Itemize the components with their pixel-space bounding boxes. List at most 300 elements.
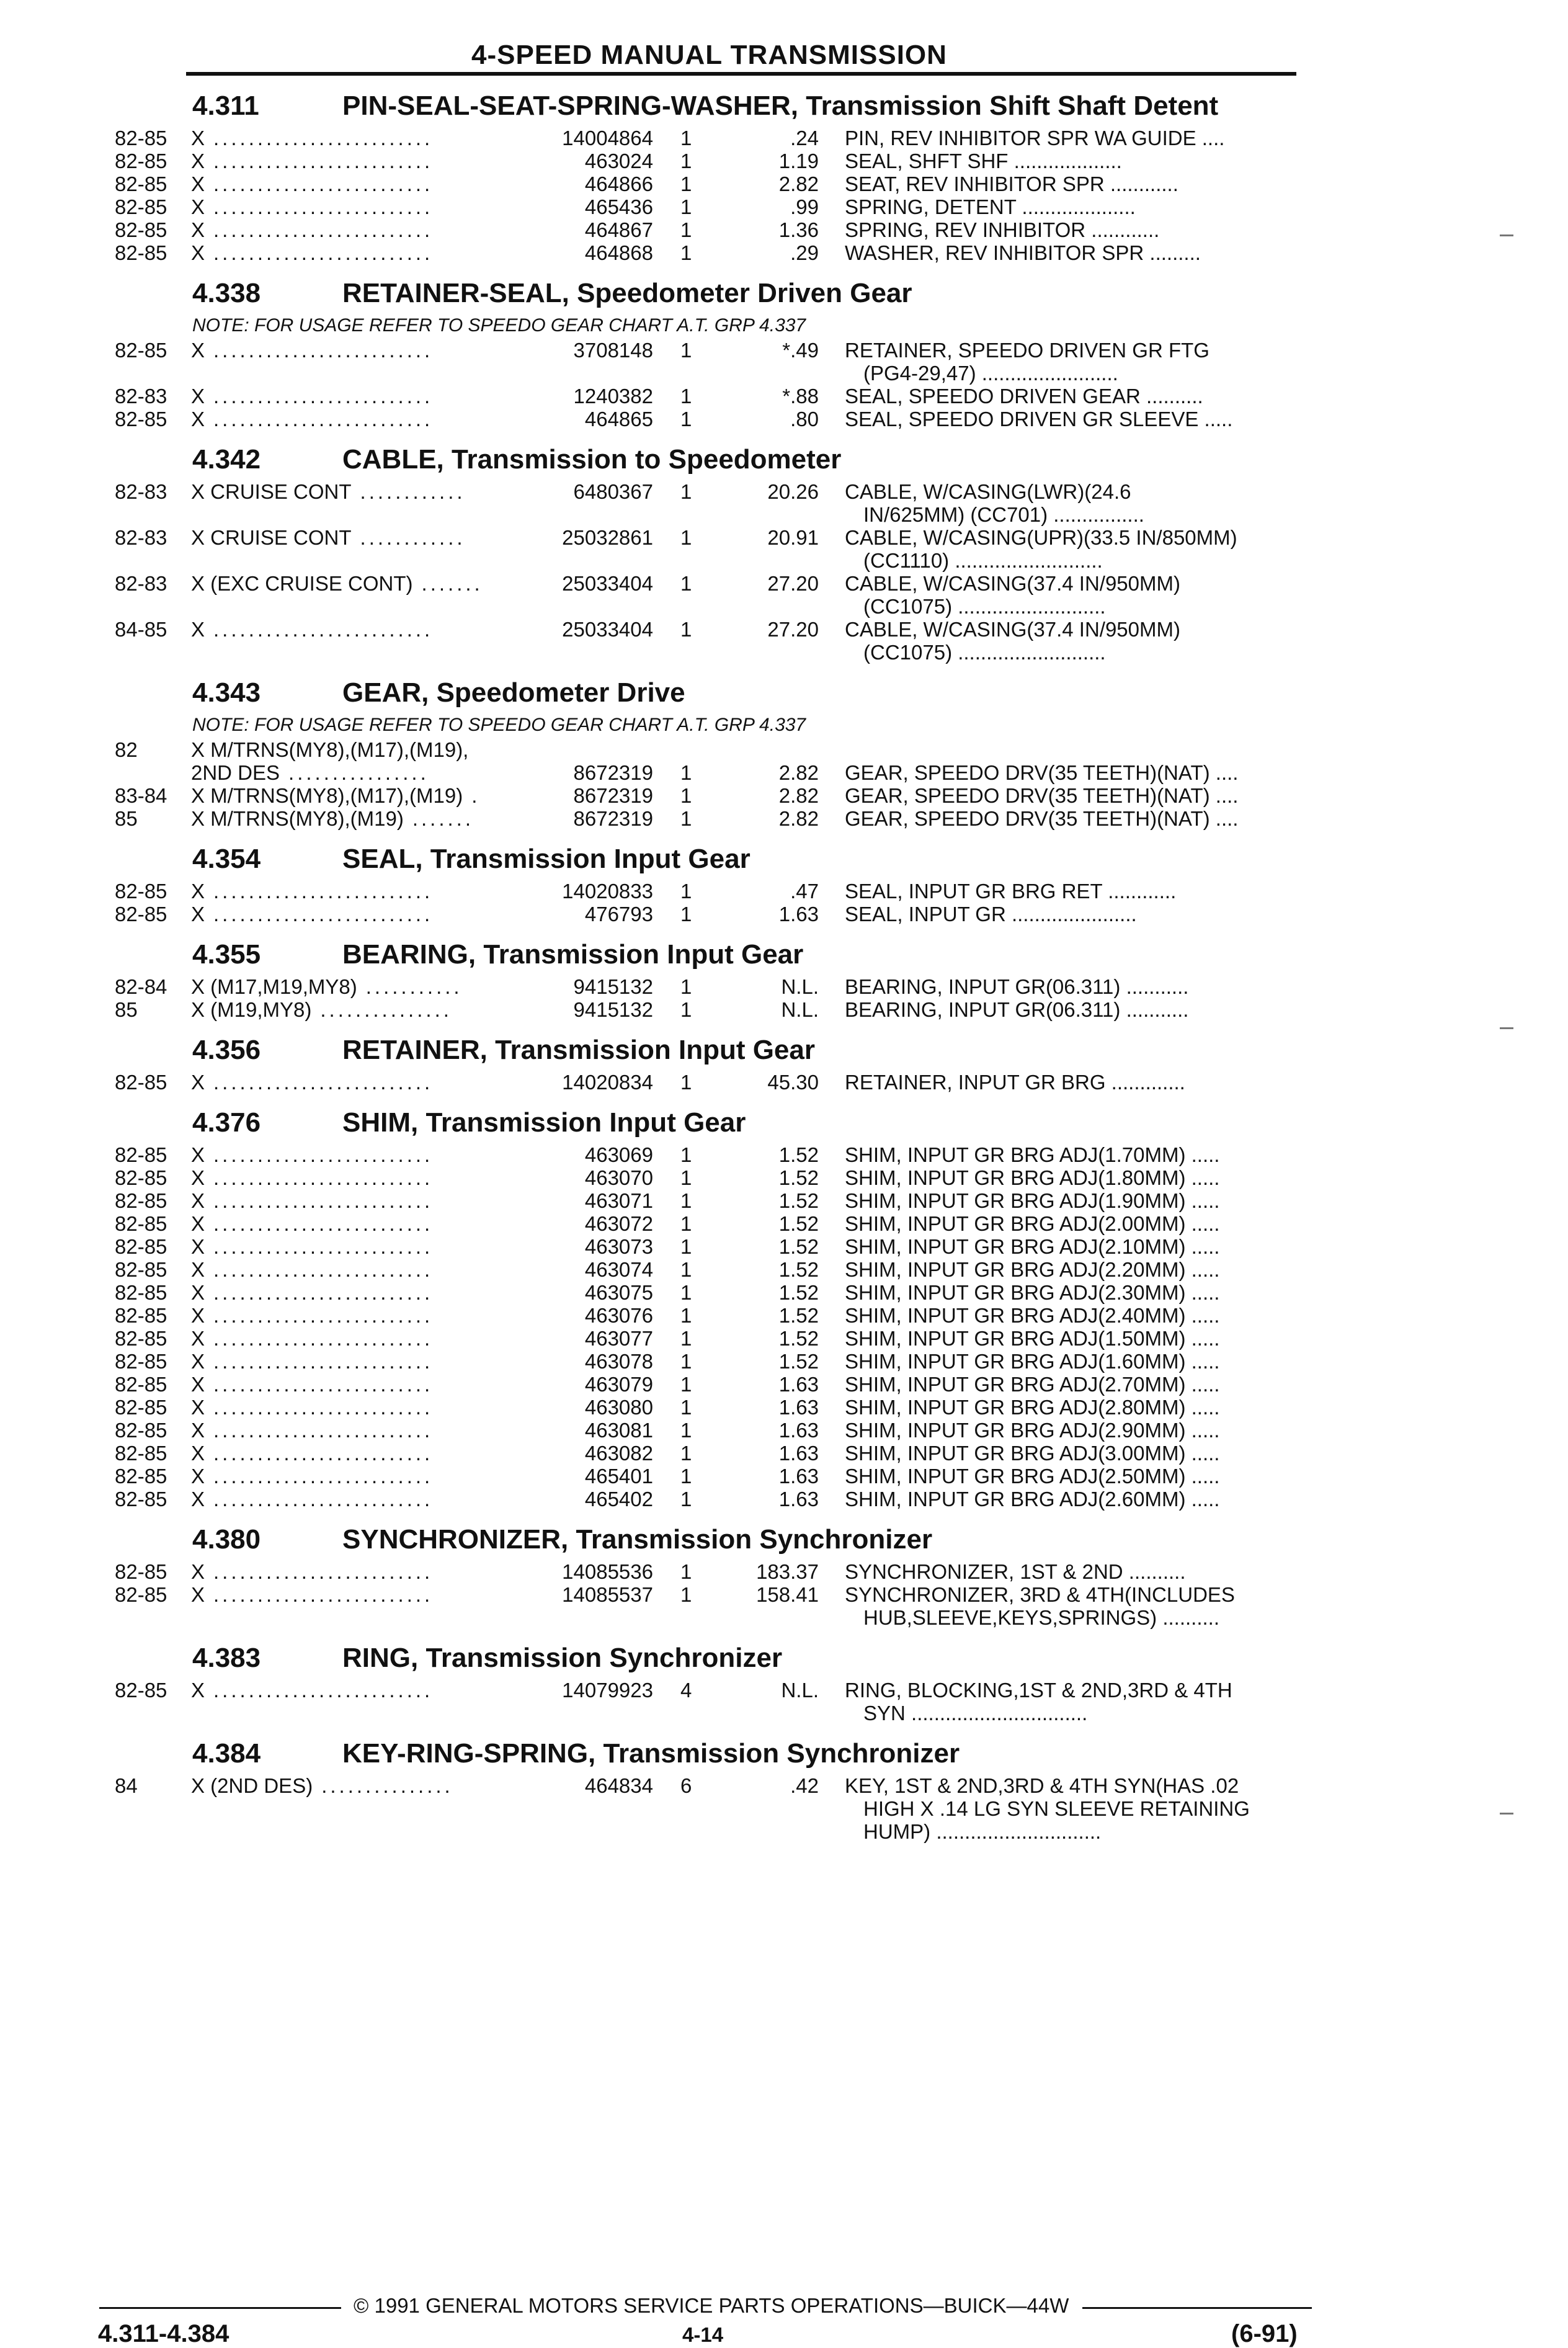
quantity: 1 (680, 1189, 692, 1212)
price: 45.30 (767, 1071, 819, 1094)
leader-dots: ............... (321, 1774, 453, 1797)
section-title: SYNCHRONIZER, Transmission Synchronizer (342, 1524, 933, 1555)
usage-cell (191, 1465, 433, 1488)
part-description: SHIM, INPUT GR BRG ADJ(2.20MM) ..... (845, 1258, 1220, 1281)
usage-cell (191, 1560, 433, 1584)
quantity: 1 (680, 1281, 692, 1304)
model-years: 82-85 (115, 1442, 167, 1465)
quantity: 1 (680, 150, 692, 172)
part-row (0, 1679, 1568, 1702)
section-heading (0, 1519, 1568, 1560)
usage-text: X (191, 1212, 205, 1235)
usage-cell (191, 1235, 433, 1259)
usage-text: X (M19,MY8) (191, 998, 312, 1021)
part-description: WASHER, REV INHIBITOR SPR ......... (845, 241, 1201, 264)
leader-dots: ............ (360, 526, 466, 549)
usage-cell (191, 903, 433, 926)
section-number: 4.384 (192, 1738, 261, 1769)
section-title: SEAL, Transmission Input Gear (342, 844, 751, 874)
title-rule (186, 72, 1296, 76)
leader-dots: ......................... (213, 618, 434, 641)
section-spacer (0, 1021, 1568, 1030)
part-row-continuation (0, 1820, 1568, 1843)
quantity: 6 (680, 1774, 692, 1797)
part-description: SHIM, INPUT GR BRG ADJ(1.80MM) ..... (845, 1166, 1220, 1189)
usage-text: X CRUISE CONT (191, 526, 352, 549)
usage-cell (191, 807, 474, 831)
usage-text: X (191, 1235, 205, 1258)
quantity: 1 (680, 975, 692, 998)
price: 1.52 (778, 1212, 819, 1235)
part-number: 463075 (584, 1281, 653, 1304)
part-row-continuation (0, 549, 1568, 572)
part-description: SHIM, INPUT GR BRG ADJ(2.80MM) ..... (845, 1396, 1220, 1419)
part-description: CABLE, W/CASING(LWR)(24.6 (845, 480, 1131, 503)
model-years: 82-85 (115, 1396, 167, 1419)
part-row (0, 1071, 1568, 1094)
usage-cell (191, 975, 463, 999)
part-number: 463074 (584, 1258, 653, 1281)
part-row (0, 385, 1568, 408)
part-description: SHIM, INPUT GR BRG ADJ(3.00MM) ..... (845, 1442, 1220, 1465)
leader-dots: ............... (320, 998, 452, 1021)
usage-cell (191, 1212, 433, 1236)
section-spacer (0, 1511, 1568, 1519)
model-years: 82-85 (115, 241, 167, 264)
section-heading (0, 439, 1568, 480)
part-row (0, 241, 1568, 264)
quantity: 1 (680, 1419, 692, 1442)
quantity: 1 (680, 218, 692, 241)
part-row (0, 150, 1568, 172)
usage-text: X (191, 408, 205, 431)
leader-dots: ......................... (213, 408, 434, 431)
note-text: NOTE: FOR USAGE REFER TO SPEEDO GEAR CHART A.T. GRP 4.337 (192, 315, 806, 336)
part-description: SHIM, INPUT GR BRG ADJ(2.50MM) ..... (845, 1465, 1220, 1488)
usage-text: X M/TRNS(MY8),(M17),(M19) (191, 784, 463, 807)
quantity: 1 (680, 1583, 692, 1606)
usage-cell (191, 1583, 433, 1607)
part-number: 25032861 (562, 526, 653, 549)
usage-text: X (191, 127, 205, 150)
usage-cell (191, 480, 466, 504)
usage-cell (191, 761, 429, 785)
quantity: 1 (680, 784, 692, 807)
quantity: 1 (680, 339, 692, 362)
section-heading (0, 672, 1568, 713)
part-number: 465402 (584, 1488, 653, 1511)
catalog-section (0, 839, 1568, 934)
usage-cell (191, 172, 433, 196)
leader-dots: . (471, 784, 481, 807)
leader-dots: ......................... (213, 127, 434, 150)
price: 158.41 (756, 1583, 819, 1606)
leader-dots: ......................... (213, 1350, 434, 1373)
section-number: 4.380 (192, 1524, 261, 1555)
price: 1.19 (778, 150, 819, 172)
part-description: CABLE, W/CASING(UPR)(33.5 IN/850MM) (845, 526, 1237, 549)
leader-dots: ......................... (213, 150, 434, 172)
usage-text: X (191, 1560, 205, 1583)
part-row (0, 1235, 1568, 1258)
section-spacer (0, 1725, 1568, 1733)
quantity: 1 (680, 761, 692, 784)
price: 1.52 (778, 1235, 819, 1258)
part-description: SHIM, INPUT GR BRG ADJ(2.70MM) ..... (845, 1373, 1220, 1396)
quantity: 1 (680, 1465, 692, 1488)
quantity: 1 (680, 1235, 692, 1258)
part-number: 463079 (584, 1373, 653, 1396)
part-number: 464868 (584, 241, 653, 264)
quantity: 1 (680, 1304, 692, 1327)
quantity: 1 (680, 480, 692, 503)
section-title: CABLE, Transmission to Speedometer (342, 444, 842, 475)
usage-text: X M/TRNS(MY8),(M19) (191, 807, 404, 830)
part-row (0, 807, 1568, 830)
part-row (0, 1583, 1568, 1606)
part-row (0, 998, 1568, 1021)
part-description: SHIM, INPUT GR BRG ADJ(1.60MM) ..... (845, 1350, 1220, 1373)
part-number: 25033404 (562, 572, 653, 595)
part-row (0, 1419, 1568, 1442)
part-row (0, 572, 1568, 595)
part-description: BEARING, INPUT GR(06.311) ........... (845, 975, 1189, 998)
section-title: SHIM, Transmission Input Gear (342, 1107, 746, 1138)
usage-cell (191, 1143, 433, 1167)
part-description: RING, BLOCKING,1ST & 2ND,3RD & 4TH (845, 1679, 1232, 1702)
model-years: 82-84 (115, 975, 167, 998)
model-years: 82-83 (115, 526, 167, 549)
usage-text: X (191, 241, 205, 264)
leader-dots: ......................... (213, 1583, 434, 1606)
part-number: 9415132 (573, 998, 653, 1021)
part-description: GEAR, SPEEDO DRV(35 TEETH)(NAT) .... (845, 761, 1239, 784)
section-spacer (0, 1094, 1568, 1102)
section-title: BEARING, Transmission Input Gear (342, 939, 804, 970)
model-years: 82-85 (115, 127, 167, 150)
usage-text: X M/TRNS(MY8),(M17),(M19), (191, 738, 469, 761)
usage-text: X (191, 903, 205, 926)
price: 20.26 (767, 480, 819, 503)
usage-cell (191, 784, 480, 808)
usage-text: X (2ND DES) (191, 1774, 313, 1797)
part-number: 14020833 (562, 880, 653, 903)
section-title: PIN-SEAL-SEAT-SPRING-WASHER, Transmission Shift Shaft Detent (342, 91, 1219, 121)
part-description: SPRING, DETENT .................... (845, 195, 1136, 218)
usage-text: X (191, 1258, 205, 1281)
usage-text: X (191, 172, 205, 195)
usage-cell (191, 408, 433, 431)
part-row (0, 1465, 1568, 1488)
price: 1.36 (778, 218, 819, 241)
section-heading (0, 1638, 1568, 1679)
part-row (0, 1488, 1568, 1511)
price: .47 (790, 880, 819, 903)
part-number: 14079923 (562, 1679, 653, 1702)
usage-text: 2ND DES (191, 761, 280, 784)
usage-cell (191, 618, 433, 641)
part-row (0, 1373, 1568, 1396)
model-years: 83-84 (115, 784, 167, 807)
model-years: 82-85 (115, 172, 167, 195)
leader-dots: ........... (365, 975, 463, 998)
usage-text: X (191, 880, 205, 903)
part-row (0, 784, 1568, 807)
section-spacer (0, 264, 1568, 273)
leader-dots: ......................... (213, 1258, 434, 1281)
usage-cell (191, 1488, 433, 1511)
model-years: 82-85 (115, 1212, 167, 1235)
usage-text: X (191, 1304, 205, 1327)
part-number: 14020834 (562, 1071, 653, 1094)
model-years: 84-85 (115, 618, 167, 641)
price: 1.63 (778, 1396, 819, 1419)
usage-cell (191, 1304, 433, 1328)
part-row (0, 1442, 1568, 1465)
usage-text: X (191, 385, 205, 408)
part-description: HUMP) ............................. (863, 1820, 1102, 1843)
quantity: 1 (680, 880, 692, 903)
part-description: (CC1075) .......................... (863, 595, 1106, 618)
usage-cell (191, 1189, 433, 1213)
part-description: SYNCHRONIZER, 3RD & 4TH(INCLUDES (845, 1583, 1235, 1606)
part-number: 463070 (584, 1166, 653, 1189)
price: 1.52 (778, 1258, 819, 1281)
leader-dots: ....... (421, 572, 483, 595)
footer-copyright: © 1991 GENERAL MOTORS SERVICE PARTS OPERATIONS—BUICK—44W (354, 2294, 1069, 2317)
section-number: 4.356 (192, 1035, 261, 1065)
footer-rule-left (99, 2307, 341, 2309)
price: 1.52 (778, 1304, 819, 1327)
usage-cell (191, 1327, 433, 1350)
section-spacer (0, 1629, 1568, 1638)
usage-cell (191, 526, 466, 550)
section-title: KEY-RING-SPRING, Transmission Synchronizer (342, 1738, 960, 1769)
usage-cell (191, 339, 433, 362)
part-row-continuation (0, 641, 1568, 664)
leader-dots: ......................... (213, 1419, 434, 1442)
footer-rule-right (1082, 2307, 1312, 2309)
part-row-continuation (0, 1702, 1568, 1725)
price: 1.63 (778, 1465, 819, 1488)
part-number: 6480367 (573, 480, 653, 503)
usage-text: X (191, 618, 205, 641)
usage-cell (191, 1166, 433, 1190)
leader-dots: ......................... (213, 1679, 434, 1702)
quantity: 1 (680, 1258, 692, 1281)
usage-cell (191, 1442, 433, 1465)
usage-text: X (191, 339, 205, 362)
quantity: 1 (680, 195, 692, 218)
quantity: 1 (680, 1327, 692, 1350)
part-number: 14085536 (562, 1560, 653, 1583)
section-heading (0, 273, 1568, 314)
model-years: 82-85 (115, 1560, 167, 1583)
usage-text: X (191, 1327, 205, 1350)
section-heading (0, 1030, 1568, 1071)
part-row (0, 1327, 1568, 1350)
usage-text: X (191, 1166, 205, 1189)
leader-dots: ......................... (213, 1465, 434, 1488)
part-number: 464865 (584, 408, 653, 431)
part-number: 9415132 (573, 975, 653, 998)
leader-dots: ......................... (213, 241, 434, 264)
part-number: 1240382 (573, 385, 653, 408)
part-description: SHIM, INPUT GR BRG ADJ(2.40MM) ..... (845, 1304, 1220, 1327)
part-description: GEAR, SPEEDO DRV(35 TEETH)(NAT) .... (845, 807, 1239, 830)
model-years: 82-85 (115, 150, 167, 172)
quantity: 1 (680, 1350, 692, 1373)
leader-dots: ......................... (213, 1304, 434, 1327)
section-heading (0, 1733, 1568, 1774)
usage-text: X (191, 218, 205, 241)
price: 1.63 (778, 1373, 819, 1396)
model-years: 82-83 (115, 385, 167, 408)
usage-cell (191, 880, 433, 903)
quantity: 1 (680, 408, 692, 431)
part-description: SEAL, INPUT GR BRG RET ............ (845, 880, 1177, 903)
model-years: 82 (115, 738, 138, 761)
model-years: 82-83 (115, 572, 167, 595)
part-description: SEAT, REV INHIBITOR SPR ............ (845, 172, 1178, 195)
model-years: 82-85 (115, 1327, 167, 1350)
section-spacer (0, 1843, 1568, 1852)
model-years: 82-85 (115, 195, 167, 218)
leader-dots: ......................... (213, 385, 434, 408)
leader-dots: ......................... (213, 1560, 434, 1583)
price: .80 (790, 408, 819, 431)
leader-dots: ................ (288, 761, 429, 784)
part-description: SHIM, INPUT GR BRG ADJ(2.90MM) ..... (845, 1419, 1220, 1442)
part-number: 463073 (584, 1235, 653, 1258)
part-number: 463077 (584, 1327, 653, 1350)
part-row (0, 1560, 1568, 1583)
part-row (0, 1212, 1568, 1235)
part-row-continuation (0, 595, 1568, 618)
usage-text: X CRUISE CONT (191, 480, 352, 503)
section-number: 4.376 (192, 1107, 261, 1138)
model-years: 82-85 (115, 1679, 167, 1702)
part-description: (CC1110) .......................... (863, 549, 1103, 572)
leader-dots: ......................... (213, 1281, 434, 1304)
section-spacer (0, 431, 1568, 439)
leader-dots: ......................... (213, 1071, 434, 1094)
model-years: 85 (115, 807, 138, 830)
section-number: 4.311 (192, 91, 259, 121)
catalog-section (0, 1102, 1568, 1519)
price: 1.52 (778, 1166, 819, 1189)
part-description: SEAL, SPEEDO DRIVEN GR SLEEVE ..... (845, 408, 1233, 431)
quantity: 1 (680, 618, 692, 641)
usage-text: X (EXC CRUISE CONT) (191, 572, 413, 595)
part-row (0, 127, 1568, 150)
quantity: 1 (680, 1166, 692, 1189)
quantity: 1 (680, 1373, 692, 1396)
usage-cell (191, 1071, 433, 1094)
usage-text: X (191, 1419, 205, 1442)
usage-cell (191, 385, 433, 408)
usage-cell (191, 1350, 433, 1373)
quantity: 1 (680, 903, 692, 926)
section-heading (0, 86, 1568, 127)
model-years: 82-85 (115, 1281, 167, 1304)
part-row-continuation (0, 362, 1568, 385)
leader-dots: ......................... (213, 1235, 434, 1258)
part-number: 463082 (584, 1442, 653, 1465)
quantity: 1 (680, 572, 692, 595)
usage-text: X (191, 1373, 205, 1396)
usage-cell (191, 1679, 433, 1702)
part-description: BEARING, INPUT GR(06.311) ........... (845, 998, 1189, 1021)
model-years: 82-85 (115, 1350, 167, 1373)
part-row (0, 738, 1568, 761)
leader-dots: ............ (360, 480, 466, 503)
price: *.49 (782, 339, 819, 362)
price: 1.63 (778, 903, 819, 926)
quantity: 1 (680, 1488, 692, 1511)
part-row (0, 408, 1568, 431)
quantity: 1 (680, 526, 692, 549)
quantity: 4 (680, 1679, 692, 1702)
part-row (0, 218, 1568, 241)
usage-cell (191, 1258, 433, 1282)
model-years: 82-85 (115, 1465, 167, 1488)
part-row (0, 903, 1568, 926)
part-number: 463078 (584, 1350, 653, 1373)
part-description: SYNCHRONIZER, 1ST & 2ND .......... (845, 1560, 1186, 1583)
part-number: 463024 (584, 150, 653, 172)
part-number: 464834 (584, 1774, 653, 1797)
part-description: SHIM, INPUT GR BRG ADJ(1.50MM) ..... (845, 1327, 1220, 1350)
usage-text: X (191, 150, 205, 172)
part-description: SHIM, INPUT GR BRG ADJ(2.10MM) ..... (845, 1235, 1220, 1258)
model-years: 82-85 (115, 1166, 167, 1189)
price: 1.52 (778, 1281, 819, 1304)
leader-dots: ......................... (213, 903, 434, 926)
part-number: 8672319 (573, 761, 653, 784)
price: .99 (790, 195, 819, 218)
catalog-section (0, 273, 1568, 439)
price: 1.63 (778, 1419, 819, 1442)
price: 27.20 (767, 618, 819, 641)
usage-text: X (191, 1396, 205, 1419)
catalog-content (0, 86, 1568, 1852)
quantity: 1 (680, 127, 692, 150)
page-title: 4-SPEED MANUAL TRANSMISSION (471, 40, 947, 70)
price: 2.82 (778, 172, 819, 195)
part-description: SHIM, INPUT GR BRG ADJ(2.00MM) ..... (845, 1212, 1220, 1235)
section-number: 4.338 (192, 278, 261, 308)
quantity: 1 (680, 1071, 692, 1094)
model-years: 82-85 (115, 1143, 167, 1166)
part-number: 463080 (584, 1396, 653, 1419)
part-row (0, 1166, 1568, 1189)
section-number: 4.355 (192, 939, 261, 970)
part-description: SHIM, INPUT GR BRG ADJ(1.90MM) ..... (845, 1189, 1220, 1212)
section-title: GEAR, Speedometer Drive (342, 677, 685, 708)
leader-dots: ......................... (213, 1396, 434, 1419)
model-years: 82-85 (115, 880, 167, 903)
section-title: RETAINER, Transmission Input Gear (342, 1035, 815, 1065)
model-years: 82-85 (115, 1488, 167, 1511)
price: 20.91 (767, 526, 819, 549)
model-years: 82-85 (115, 1419, 167, 1442)
part-description: SHIM, INPUT GR BRG ADJ(2.60MM) ..... (845, 1488, 1220, 1511)
part-number: 3708148 (573, 339, 653, 362)
usage-cell (191, 1281, 433, 1305)
section-spacer (0, 926, 1568, 934)
part-number: 14004864 (562, 127, 653, 150)
